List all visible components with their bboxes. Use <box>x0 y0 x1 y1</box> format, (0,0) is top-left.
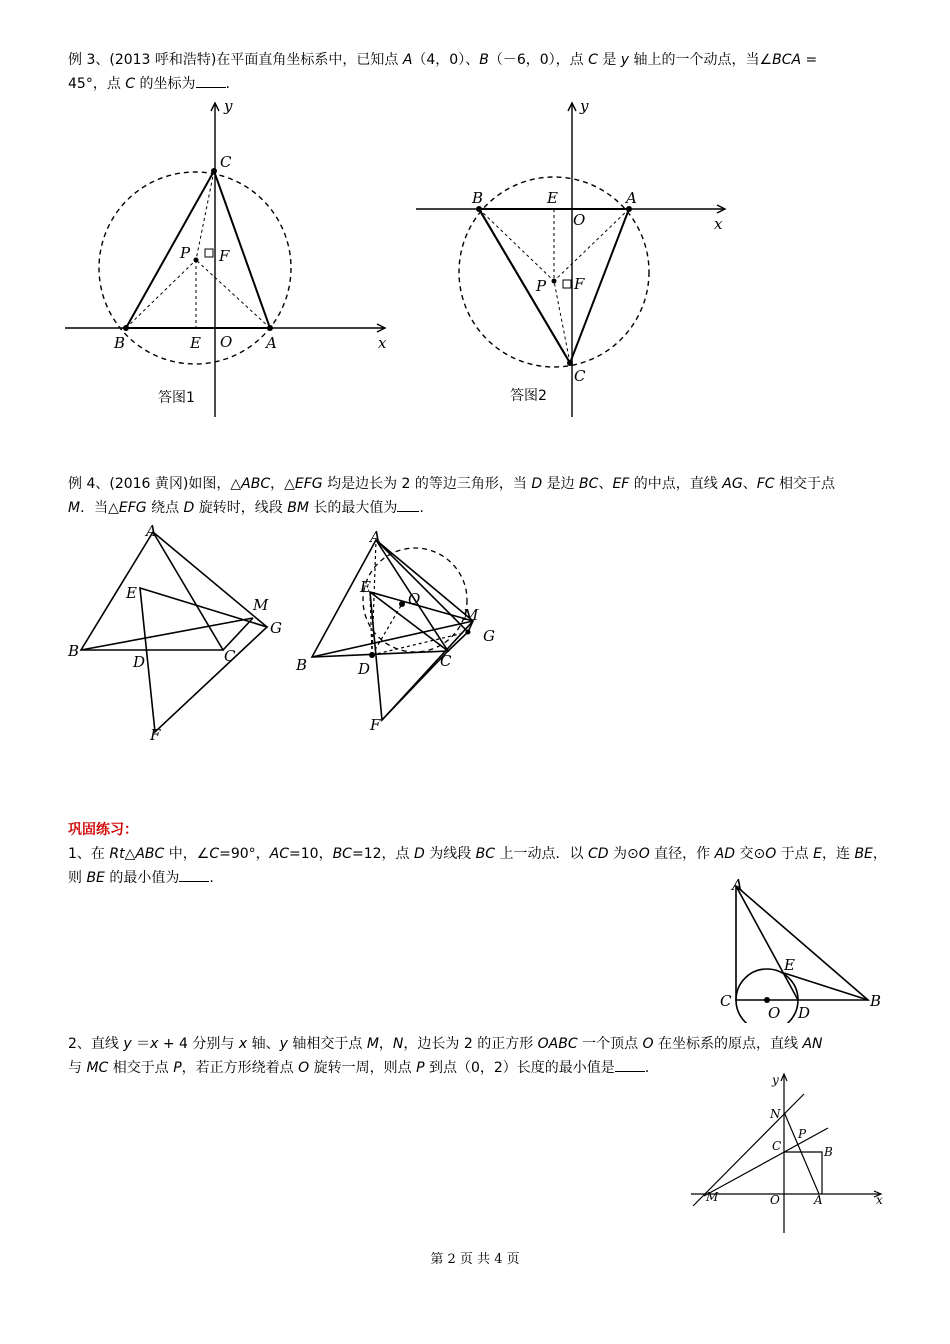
q2-line2: 与 MC 相交于点 P，若正方形绕着点 O 旋转一周，则点 P 到点（0，2）长度的最小值是 . <box>68 1056 823 1080</box>
q2-label-O: O <box>770 1193 780 1207</box>
q1-line2: 则 BE 的最小值为 . <box>68 866 887 890</box>
ex4f2-label-M: M <box>463 606 479 624</box>
fig2-label-O: O <box>573 211 586 229</box>
q1-label-O: O <box>768 1004 781 1022</box>
fig1-label-P: P <box>180 244 191 262</box>
fig2-label-A: A <box>626 189 637 207</box>
q1-label-C: C <box>720 992 732 1010</box>
answer-blank <box>179 867 209 882</box>
fig1-label-F: F <box>219 247 230 265</box>
fig2-caption: 答图2 <box>510 388 547 404</box>
page-footer: 第 2 页 共 4 页 <box>430 1252 520 1267</box>
ex4f1-label-E: E <box>126 584 137 602</box>
q1-line1: 1、在 Rt△ABC 中，∠C=90°，AC=10，BC=12，点 D 为线段 BC 上一动点．以 CD 为⊙O 直径，作 AD 交⊙O 于点 E，连 BE， <box>68 846 887 862</box>
ex4f1-label-D: D <box>133 653 146 671</box>
fig2-label-P: P <box>536 277 547 295</box>
fig1-label-E: E <box>190 334 201 352</box>
q1-label-E: E <box>784 956 795 974</box>
ex4f1-label-M: M <box>253 596 269 614</box>
example4-line1: 例 4、(2016 黄冈)如图，△ABC，△EFG 均是边长为 2 的等边三角形，当 D 是边 BC、EF 的中点，直线 AG、FC 相交于点 <box>68 476 835 492</box>
q2-label-P: P <box>798 1127 807 1141</box>
answer-blank <box>615 1057 645 1072</box>
fig2-label-y: y <box>580 97 589 115</box>
q2-label-C: C <box>772 1139 782 1153</box>
q2-label-B: B <box>824 1145 833 1159</box>
practice-heading: 巩固练习： <box>68 822 138 838</box>
fig2-label-E: E <box>547 189 558 207</box>
fig1-label-O: O <box>220 333 233 351</box>
q2-label-y: y <box>772 1073 779 1087</box>
example3-line2: 45°，点 C 的坐标为 . <box>68 72 817 96</box>
q1-label-D: D <box>798 1004 811 1022</box>
q2-label-N: N <box>770 1107 781 1121</box>
example3-text <box>68 48 817 96</box>
answer-blank <box>397 497 419 512</box>
answer-figure-2 <box>410 95 740 425</box>
fig2-label-B: B <box>472 189 484 207</box>
fig1-label-x: x <box>378 334 387 352</box>
answer-blank <box>196 73 226 88</box>
fig1-label-y: y <box>224 97 233 115</box>
ex4f2-label-A: A <box>370 528 381 546</box>
answer-figure-1 <box>60 95 400 425</box>
ex4f1-label-G: G <box>270 619 282 637</box>
fig1-caption: 答图1 <box>158 390 195 406</box>
example4-figure-1 <box>60 520 300 745</box>
ex4f1-label-F: F <box>150 726 161 744</box>
ex4f2-label-C: C <box>440 652 452 670</box>
ex4f2-label-D: D <box>358 660 371 678</box>
example4-text <box>68 472 835 520</box>
fig1-label-B: B <box>114 334 126 352</box>
q2-label-M: M <box>706 1190 719 1204</box>
q2-label-A: A <box>814 1193 823 1207</box>
ex4f2-label-E: E <box>360 578 371 596</box>
example4-figure-2 <box>290 520 520 745</box>
ex4f2-label-G: G <box>483 627 495 645</box>
example3-line1: 例 3、(2013 呼和浩特)在平面直角坐标系中，已知点 A（4，0）、B（－6，0），点 C 是 y 轴上的一个动点，当∠BCA = <box>68 52 818 68</box>
fig1-label-A: A <box>266 334 277 352</box>
ex4f1-label-A: A <box>146 522 157 540</box>
fig2-label-C: C <box>574 367 586 385</box>
ex4f1-label-C: C <box>224 647 236 665</box>
example4-line2: M．当△EFG 绕点 D 旋转时，线段 BM 长的最大值为 . <box>68 496 835 520</box>
fig2-label-F: F <box>574 275 585 293</box>
ex4f2-label-F: F <box>370 716 381 734</box>
q1-label-B: B <box>870 992 882 1010</box>
ex4f1-label-B: B <box>68 642 80 660</box>
practice-2-figure <box>686 1068 886 1238</box>
q2-label-x: x <box>876 1193 883 1207</box>
q1-label-A: A <box>732 878 743 894</box>
fig2-label-x: x <box>714 215 723 233</box>
fig1-label-C: C <box>220 153 232 171</box>
ex4f2-label-B: B <box>296 656 308 674</box>
q2-line1: 2、直线 y ＝x + 4 分别与 x 轴、y 轴相交于点 M，N，边长为 2 的正方形 OABC 一个顶点 O 在坐标系的原点，直线 AN <box>68 1036 823 1052</box>
practice-1-figure <box>716 878 896 1023</box>
ex4f2-label-O: O <box>408 590 421 608</box>
